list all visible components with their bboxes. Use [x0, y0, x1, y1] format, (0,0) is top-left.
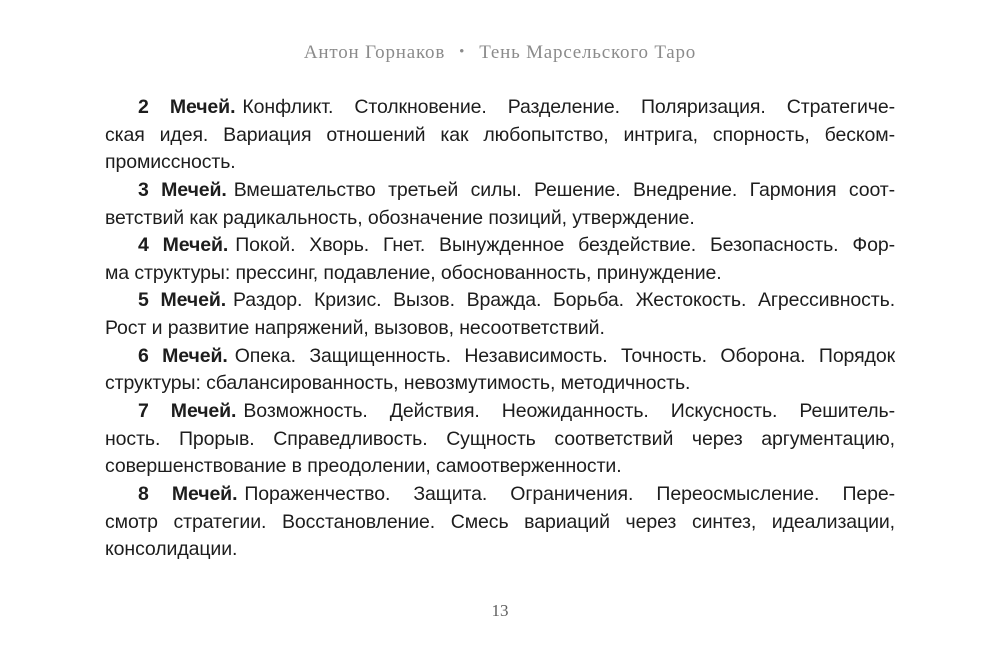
- paragraph-7-swords: [105, 398, 895, 481]
- text-line-content: Покой. Хворь. Гнет. Вынужденное бездействие. Безопасность. Фор-: [235, 234, 896, 257]
- text-line: [105, 343, 895, 371]
- card-name-lead: 8 Мечей.: [138, 482, 238, 505]
- card-name-lead: 3 Мечей.: [138, 178, 227, 201]
- card-name-lead: 7 Мечей.: [138, 400, 237, 423]
- page-number: 13: [491, 601, 509, 620]
- text-line-content: Опека. Защищенность. Независимость. Точность. Оборона. Порядок: [234, 344, 895, 367]
- text-line-content: Пораженчество. Защита. Ограничения. Переосмысление. Пере-: [244, 482, 895, 505]
- author-name: Антон Горнаков: [303, 42, 446, 63]
- text-line: консолидации.: [105, 538, 238, 561]
- book-title: Тень Марсельского Таро: [479, 42, 697, 63]
- text-line-content: Раздор. Кризис. Вызов. Вражда. Борьба. Жестокость. Агрессивность.: [233, 289, 896, 312]
- text-line: [105, 232, 895, 260]
- card-name-lead: 2 Мечей.: [138, 96, 236, 118]
- text-line-content: Конфликт. Столкновение. Разделение. Поляризация. Стратегиче-: [242, 96, 895, 118]
- text-line: [105, 287, 895, 315]
- text-line: Рост и развитие напряжений, вызовов, несоответствий.: [105, 317, 605, 340]
- text-line: смотр стратегии. Восстановление. Смесь вариаций через синтез, идеализации,: [105, 510, 895, 533]
- paragraph-8-swords: [105, 481, 895, 564]
- text-line: ская идея. Вариация отношений как любопытство, интрига, спорность, беском-: [105, 123, 895, 146]
- text-line: совершенствование в преодолении, самоотверженности.: [105, 455, 622, 478]
- text-line: [105, 177, 895, 205]
- text-line: [105, 94, 895, 122]
- text-line: ветствий как радикальность, обозначение позиций, утверждение.: [105, 206, 695, 229]
- text-line-content: Возможность. Действия. Неожиданность. Искусность. Решитель-: [243, 400, 895, 423]
- text-line: структуры: сбалансированность, невозмутимость, методичность.: [105, 372, 691, 395]
- text-line: ма структуры: прессинг, подавление, обоснованность, принуждение.: [105, 261, 722, 284]
- body-text: [105, 94, 895, 564]
- card-name-lead: 4 Мечей.: [138, 234, 229, 257]
- text-line: [105, 481, 895, 509]
- paragraph-4-swords: [105, 232, 895, 287]
- paragraph-2-swords: [105, 94, 895, 177]
- paragraph-3-swords: [105, 177, 895, 232]
- card-name-lead: 5 Мечей.: [138, 289, 227, 312]
- running-header: [0, 42, 1000, 64]
- card-name-lead: 6 Мечей.: [138, 344, 228, 367]
- text-line-content: Вмешательство третьей силы. Решение. Внедрение. Гармония соот-: [233, 178, 896, 201]
- text-line: ность. Прорыв. Справедливость. Сущность соответствий через аргументацию,: [105, 427, 895, 450]
- paragraph-6-swords: [105, 343, 895, 398]
- text-line: промиссность.: [105, 151, 236, 174]
- separator-dot: •: [459, 44, 466, 60]
- paragraph-5-swords: [105, 287, 895, 342]
- text-line: [105, 398, 895, 426]
